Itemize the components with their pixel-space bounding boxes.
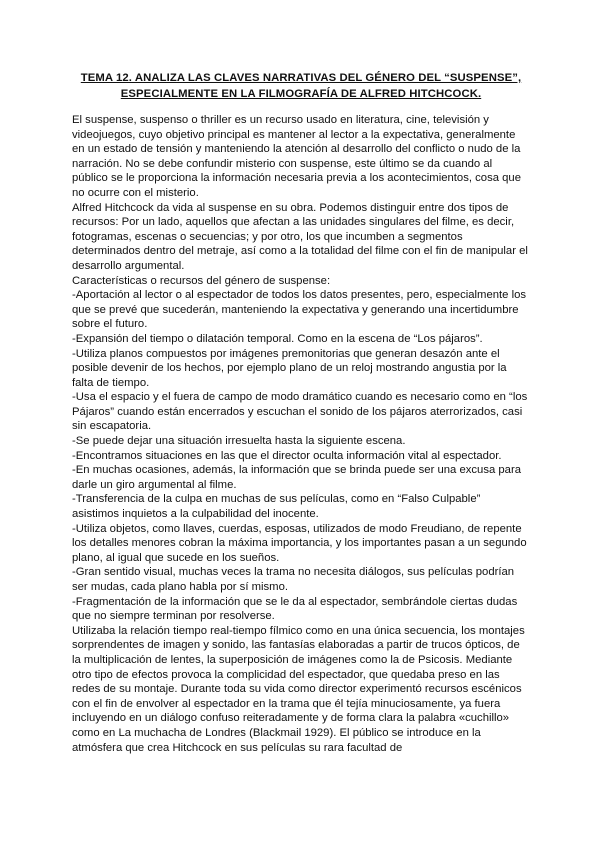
document-title <box>72 70 530 102</box>
characteristics-heading: Características o recursos del género de suspense: <box>72 274 331 287</box>
list-item: -Encontramos situaciones en las que el director oculta información vital al espectador. <box>72 449 502 462</box>
document-body <box>72 113 530 755</box>
list-item: -Transferencia de la culpa en muchas de sus películas, como en “Falso Culpable” asistimos inquietos a la culpabilidad del inocente. <box>72 493 481 521</box>
intro-paragraph: El suspense, suspenso o thriller es un recurso usado en literatura, cine, televisión y videojuegos, cuyo objetivo principal es mantener al lector a la expectativa, generalmente en un estado de tensión y manteniendo la atención al desarrollo del conflicto o nudo de la narración. No se debe confundir misterio con suspense, este último se da cuando al público se le proporciona la información necesaria previa a los acontecimientos, cosa que no ocurre con el misterio. <box>72 114 521 199</box>
title-line-2: ESPECIALMENTE EN LA FILMOGRAFÍA DE ALFRED HITCHCOCK. <box>120 88 482 100</box>
list-item: -Aportación al lector o al espectador de todos los datos presentes, pero, especialmente los que se prevé que sucederán, manteniendo la expectativa y generando una incertidumbre sobre el futuro. <box>72 289 527 331</box>
title-line-1: TEMA 12. ANALIZA LAS CLAVES NARRATIVAS DEL GÉNERO DEL “SUSPENSE”, <box>80 72 522 84</box>
list-item: -Utiliza planos compuestos por imágenes premonitorias que generan desazón ante el posible devenir de los hechos, por ejemplo plano de un reloj mostrando angustia por la falta de tiempo. <box>72 347 507 389</box>
list-item: -Utiliza objetos, como llaves, cuerdas, esposas, utilizados de modo Freudiano, de repente los detalles menores cobran la máxima importancia, y los importantes pasan a un segundo plano, al igual que sucede en los sueños. <box>72 522 527 564</box>
list-item: -Se puede dejar una situación irresuelta hasta la siguiente escena. <box>72 435 406 448</box>
hitchcock-paragraph: Alfred Hitchcock da vida al suspense en su obra. Podemos distinguir entre dos tipos de recursos: Por un lado, aquellos que afectan a las unidades singulares del filme, es decir, fotogramas, escenas o secuencias; y por otro, los que incumben a segmentos determinados dentro del metraje, así como a la totalidad del filme con el fin de manipular el desarrollo argumental. <box>72 201 528 272</box>
list-item: -Usa el espacio y el fuera de campo de modo dramático cuando es necesario como en “los Pájaros” cuando están encerrados y escuchan el sonido de los pájaros aterrorizados, casi sin escapatoria. <box>72 391 528 433</box>
list-item: -Gran sentido visual, muchas veces la trama no necesita diálogos, sus películas podrían ser mudas, cada plano habla por sí mismo. <box>72 566 515 593</box>
list-item: -En muchas ocasiones, además, la información que se brinda puede ser una excusa para darle un giro argumental al filme. <box>72 464 522 491</box>
list-item: -Expansión del tiempo o dilatación temporal. Como en la escena de “Los pájaros”. <box>72 332 483 345</box>
closing-paragraph: Utilizaba la relación tiempo real-tiempo fílmico como en una única secuencia, los montajes sorprendentes de imagen y sonido, las fantasías elaboradas a partir de trucos ópticos, de la multiplicación de lentes, la superposición de imágenes como la de Psicosis. Mediante otro tipo de efectos provoca la complicidad del espectador, que quedaba preso en las redes de su montaje. Durante toda su vida como director experimentó recursos escénicos con el fin de envolver al espectador en la trama que él tejía minuciosamente, ya fuera incluyendo en un diálogo confuso reiteradamente y de forma clara la palabra «cuchillo» como en La muchacha de Londres (Blackmail 1929). El público se introduce en la atmósfera que crea Hitchcock en sus películas su rara facultad de <box>72 624 525 754</box>
list-item: -Fragmentación de la información que se le da al espectador, sembrándole ciertas dudas que no siempre terminan por resolverse. <box>72 595 518 623</box>
